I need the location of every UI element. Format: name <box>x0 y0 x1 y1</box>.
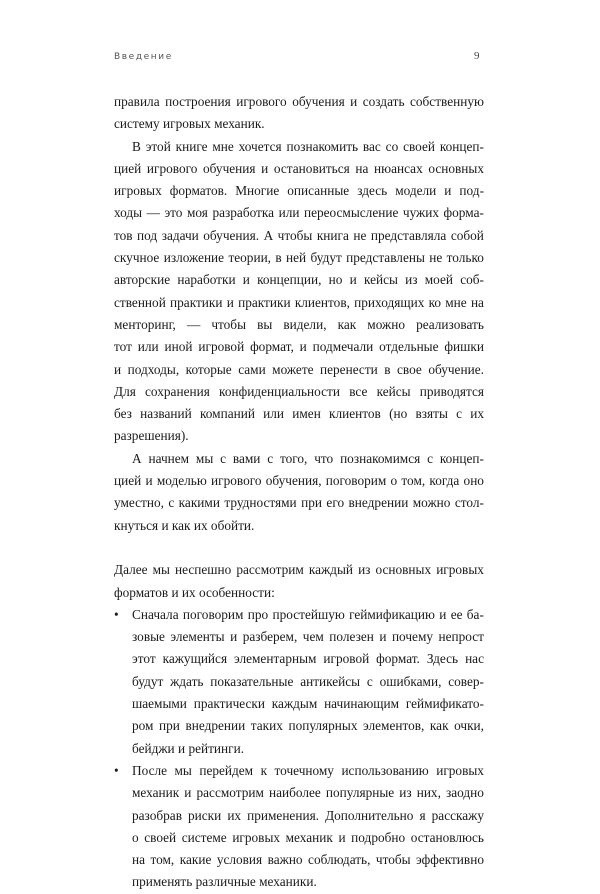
text-line: разрешения). <box>114 428 189 444</box>
blank-line <box>114 537 484 559</box>
text-line: механик и рассмотрим наиболее популярные из них, заодно <box>132 785 484 801</box>
text-line: Сначала поговорим про простейшую геймификацию и ее ба- <box>132 606 484 622</box>
text-line: бейджи и рейтинги. <box>132 740 245 756</box>
text-line: уместно, с какими трудностями при его внедрении можно стол- <box>114 495 484 511</box>
text-line: После мы перейдем к точечному использованию игровых <box>132 762 484 778</box>
text-line: ходы — это моя разработка или переосмысление чужих форма- <box>114 205 484 221</box>
text-line: А начнем мы с вами с того, что познакомимся с концеп- <box>132 450 484 466</box>
paragraph <box>114 448 484 537</box>
body-text <box>114 91 484 894</box>
text-line: о своей системе игровых механик и подробно остановлюсь <box>132 829 484 845</box>
running-head: Введение <box>114 52 173 62</box>
text-line: форматов и их особенности: <box>114 584 275 600</box>
text-line: этот кажущийся элементарным игровой формат. Здесь нас <box>132 651 484 667</box>
text-line: зовые элементы и разберем, чем полезен и почему непрост <box>132 629 484 645</box>
text-line: менторинг, — чтобы вы видели, как можно реализовать <box>114 316 484 332</box>
text-line: правила построения игрового обучения и создать собственную <box>114 94 484 109</box>
text-line: будут ждать показательные антикейсы с ошибками, совер- <box>132 673 484 689</box>
bullet-item <box>114 604 484 760</box>
bullet-icon: • <box>114 606 119 622</box>
text-line: разобрав риски их применения. Дополнительно я расскажу <box>132 807 484 823</box>
text-line: применять различные механики. <box>132 874 317 890</box>
text-line: Далее мы неспешно рассмотрим каждый из основных игровых <box>114 562 484 578</box>
text-line: ственной практики и практики клиентов, приходящих ко мне на <box>114 294 484 310</box>
text-line: тот или иной игровой формат, и подмечали отдельные фишки <box>114 339 484 355</box>
text-line: В этой книге мне хочется познакомить вас со своей концеп- <box>132 138 484 154</box>
page-number: 9 <box>474 50 480 62</box>
bullet-item <box>114 760 484 894</box>
text-line: цией игрового обучения и остановиться на нюансах основных <box>114 160 484 176</box>
text-line: ром при внедрении таких популярных элементов, как очки, <box>132 718 484 734</box>
text-line: шаемыми практически каждым начинающим геймификато- <box>132 696 484 712</box>
text-line: авторские наработки и концепции, но и кейсы из моей соб- <box>114 272 484 288</box>
text-line: Для сохранения конфиденциальности все кейсы приводятся <box>114 383 484 399</box>
text-line: на том, какие условия важно соблюдать, чтобы эффективно <box>132 852 484 868</box>
text-line: и подходы, которые сами можете перенести в свое обучение. <box>114 361 484 377</box>
paragraph <box>114 559 484 604</box>
text-line: скучное изложение теории, в ней будут представлены не только <box>114 250 484 266</box>
paragraph <box>114 91 484 136</box>
text-line: игровых форматов. Многие описанные здесь модели и под- <box>114 183 484 199</box>
bullet-icon: • <box>114 762 119 778</box>
text-line: систему игровых механик. <box>114 116 265 132</box>
text-line: тов под задачи обучения. А чтобы книга не представляла собой <box>114 227 484 243</box>
paragraph <box>114 136 484 448</box>
text-line: без названий компаний или имен клиентов (но взяты с их <box>114 406 484 422</box>
text-line: цией и моделью игрового обучения, поговорим о том, когда оно <box>114 473 484 489</box>
text-line: кнуться и как их обойти. <box>114 517 255 533</box>
